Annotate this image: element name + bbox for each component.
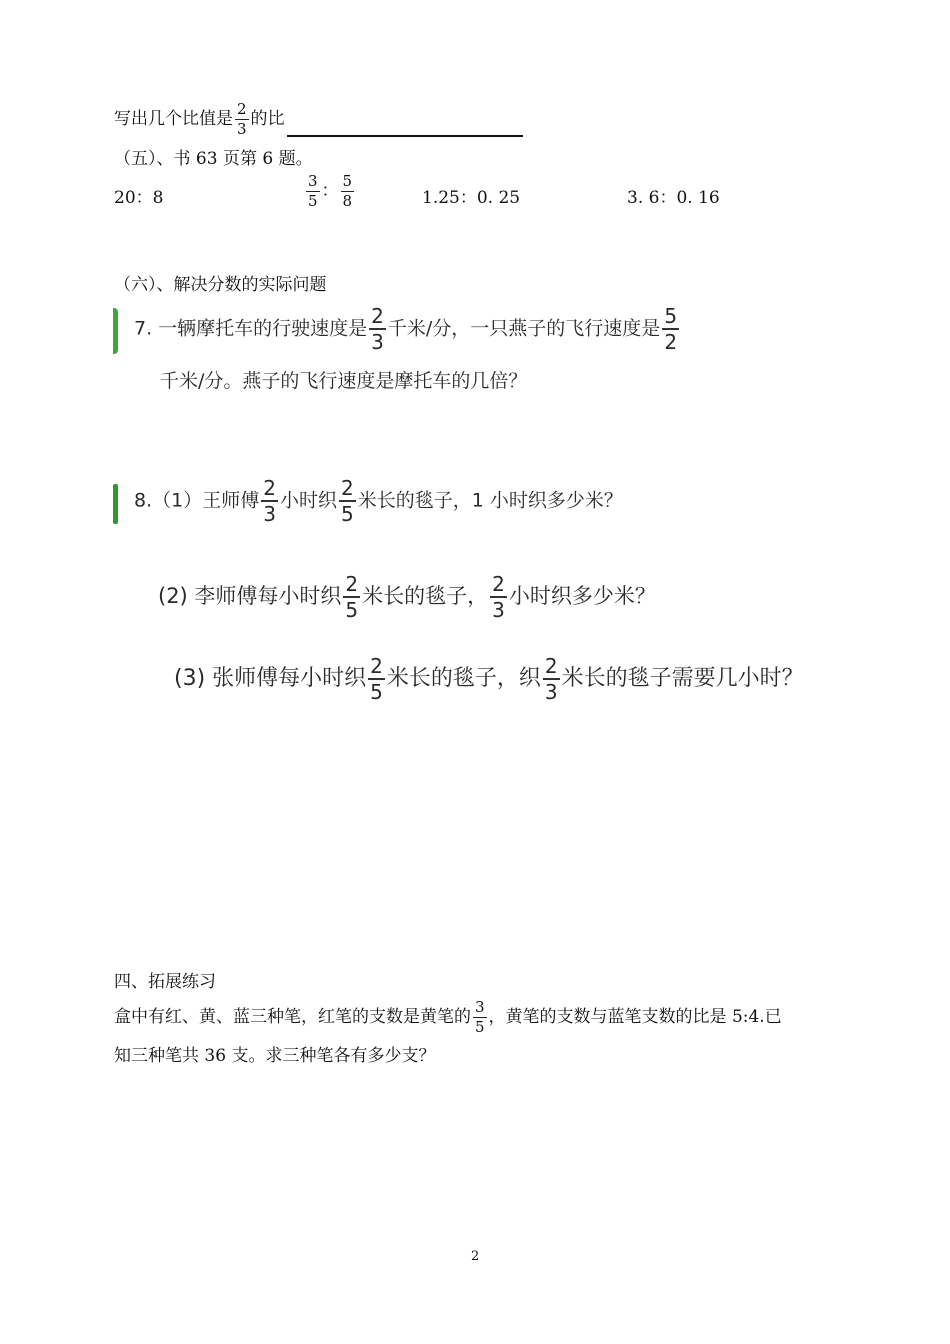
question-8-part2: (2) 李师傅每小时织 $\frac{2}{5}$ 米长的毯子， $\frac{2}{3}$ 小时织多少米？ bbox=[158, 572, 656, 622]
fraction: $\frac{5}{8}$ bbox=[342, 172, 353, 210]
fraction: $\frac{3}{5}$ bbox=[475, 998, 485, 1036]
ratio-prompt bbox=[114, 102, 523, 137]
ratio-prompt-text: 写出几个比值是 bbox=[114, 109, 233, 129]
ratio-item-d: 3. 6：0. 16 bbox=[627, 188, 720, 208]
section5-title: （五）、书 63 页第 6 题。 bbox=[114, 149, 313, 169]
question-7-line1: 7. 一辆摩托车的行驶速度是 $\frac{2}{3}$ 千米/分，一只燕子的飞行速度是 $\frac{5}{2}$ bbox=[134, 304, 678, 354]
fraction: $\frac{3}{5}$ bbox=[308, 172, 318, 210]
fraction: $\frac{2}{3}$ bbox=[371, 304, 384, 354]
section4-title: 四、拓展练习 bbox=[114, 972, 216, 992]
fraction: $\frac{2}{3}$ bbox=[492, 572, 505, 622]
question-8-part3: (3) 张师傅每小时织 $\frac{2}{5}$ 米长的毯子，织 $\frac{2}{3}$ 米长的毯子需要几小时？ bbox=[174, 654, 804, 704]
fraction: $\frac{2}{5}$ bbox=[340, 476, 354, 526]
answer-blank[interactable] bbox=[287, 117, 523, 137]
fraction: $\frac{2}{3}$ bbox=[544, 654, 558, 704]
fraction: $\frac{2}{3}$ bbox=[263, 476, 276, 526]
fraction: $\frac{2}{3}$ bbox=[237, 100, 247, 138]
section4-line2: 知三种笔共 36 支。求三种笔各有多少支？ bbox=[114, 1046, 436, 1066]
ratio-item-a: 20：8 bbox=[114, 188, 164, 208]
fraction: $\frac{5}{2}$ bbox=[664, 304, 678, 354]
green-marker bbox=[113, 308, 118, 354]
section4-line1: 盒中有红、黄、蓝三种笔，红笔的支数是黄笔的 $\frac{3}{5}$ ，黄笔的支数与蓝笔支数的比是 5:4.已 bbox=[114, 998, 782, 1036]
section6-title: （六）、解决分数的实际问题 bbox=[114, 275, 327, 295]
fraction: $\frac{2}{5}$ bbox=[370, 654, 383, 704]
ratio-prompt-text-after: 的比 bbox=[250, 109, 285, 129]
question-8-part1: 8.（1）王师傅 $\frac{2}{3}$ 小时织 $\frac{2}{5}$ 米长的毯子，1 小时织多少米？ bbox=[134, 476, 623, 526]
question-7-line2: 千米/分。燕子的飞行速度是摩托车的几倍？ bbox=[160, 370, 528, 392]
ratio-item-c: 1.25：0. 25 bbox=[422, 188, 521, 208]
fraction: $\frac{2}{5}$ bbox=[345, 572, 359, 622]
green-marker bbox=[113, 484, 118, 524]
ratio-item-b: $\frac{3}{5}$ ： $\frac{5}{8}$ bbox=[308, 172, 353, 210]
page-number: 2 bbox=[471, 1249, 480, 1264]
